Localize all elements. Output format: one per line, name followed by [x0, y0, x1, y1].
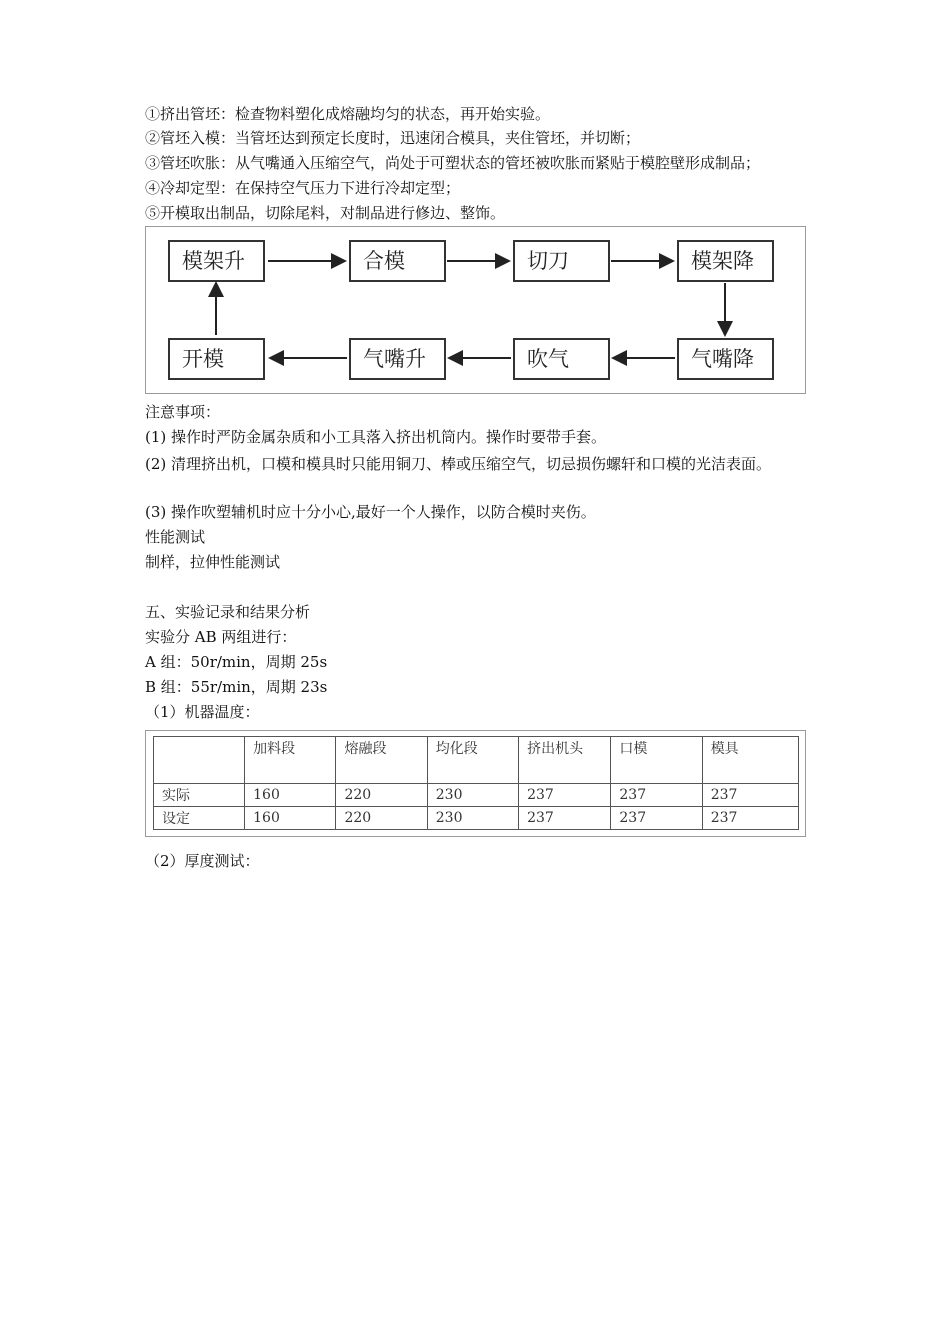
- perf-title: 性能测试: [145, 528, 206, 546]
- table-row: [154, 784, 799, 807]
- header-cell: 模具: [702, 737, 798, 784]
- table-cell: 237: [702, 807, 798, 830]
- group-a: A 组：50r/min，周期 25s: [145, 653, 328, 671]
- temperature-table-frame: [145, 730, 806, 837]
- table-header-row: [154, 737, 799, 784]
- table-cell: 设定: [154, 807, 245, 830]
- step-3: ③管坯吹胀：从气嘴通入压缩空气，尚处于可塑状态的管坯被吹胀而紧贴于模腔壁形成制品；: [145, 154, 761, 172]
- table-cell: 160: [245, 807, 336, 830]
- header-cell: 均化段: [427, 737, 518, 784]
- flow-box-open-mold: 开模: [168, 338, 265, 380]
- table-cell: 实际: [154, 784, 245, 807]
- perf-text: 制样，拉伸性能测试: [145, 553, 281, 571]
- subsection-thickness: （2）厚度测试：: [145, 852, 260, 870]
- table-cell: 237: [611, 784, 702, 807]
- flow-box-nozzle-up: 气嘴升: [349, 338, 446, 380]
- step-1: ①挤出管坯：检查物料塑化成熔融均匀的状态，再开始实验。: [145, 105, 551, 123]
- header-cell: 口模: [611, 737, 702, 784]
- group-b: B 组：55r/min，周期 23s: [145, 678, 328, 696]
- note-3: (3) 操作吹塑辅机时应十分小心,最好一个人操作，以防合模时夹伤。: [145, 503, 596, 521]
- notes-title: 注意事项：: [145, 403, 221, 421]
- header-cell: 熔融段: [336, 737, 427, 784]
- flow-box-blow-air: 吹气: [513, 338, 610, 380]
- process-flow-diagram: [145, 226, 806, 394]
- table-cell: 237: [519, 784, 611, 807]
- flow-box-close-mold: 合模: [349, 240, 446, 282]
- section5-intro: 实验分 AB 两组进行：: [145, 628, 297, 646]
- section5-title: 五、实验记录和结果分析: [145, 603, 311, 621]
- table-cell: 230: [427, 784, 518, 807]
- step-5: ⑤开模取出制品，切除尾料，对制品进行修边、整饰。: [145, 204, 506, 222]
- flow-box-mold-frame-down: 模架降: [677, 240, 774, 282]
- note-2: (2) 清理挤出机，口模和模具时只能用铜刀、棒或压缩空气，切忌损伤螺轩和口模的光洁表面。: [145, 455, 772, 473]
- table-cell: 237: [611, 807, 702, 830]
- table-cell: 160: [245, 784, 336, 807]
- step-2: ②管坯入模：当管坯达到预定长度时，迅速闭合模具，夹住管坯，并切断；: [145, 129, 641, 147]
- table-cell: 230: [427, 807, 518, 830]
- header-cell: 挤出机头: [519, 737, 611, 784]
- note-1: (1) 操作时严防金属杂质和小工具落入挤出机筒内。操作时要带手套。: [145, 428, 607, 446]
- header-cell: [154, 737, 245, 784]
- table-cell: 220: [336, 784, 427, 807]
- table-cell: 237: [519, 807, 611, 830]
- flow-box-mold-frame-up: 模架升: [168, 240, 265, 282]
- table-row: [154, 807, 799, 830]
- flow-box-cutter: 切刀: [513, 240, 610, 282]
- flow-box-nozzle-down: 气嘴降: [677, 338, 774, 380]
- step-4: ④冷却定型：在保持空气压力下进行冷却定型；: [145, 179, 461, 197]
- header-cell: 加料段: [245, 737, 336, 784]
- temperature-table: [153, 736, 799, 830]
- table-cell: 237: [702, 784, 798, 807]
- subsection-temperature: （1）机器温度：: [145, 703, 260, 721]
- table-cell: 220: [336, 807, 427, 830]
